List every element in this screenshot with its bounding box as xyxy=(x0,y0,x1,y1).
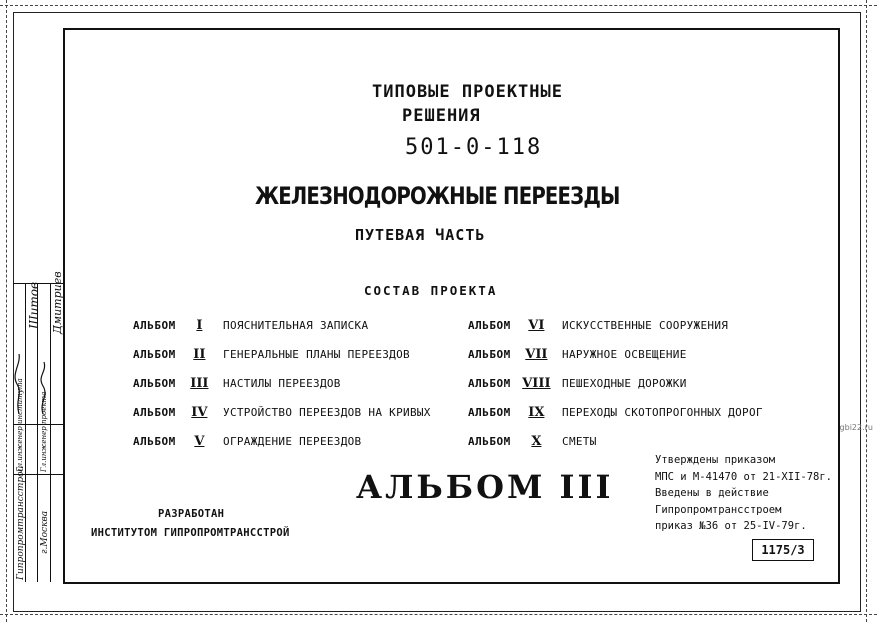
approval-line: Введены в действие xyxy=(655,487,769,499)
watermark: gbi22.ru xyxy=(839,423,873,432)
album-label: АЛЬБОМ xyxy=(133,406,176,419)
series-number: 501-0-118 xyxy=(405,135,543,160)
album-label: АЛЬБОМ xyxy=(468,319,511,332)
album-description: СМЕТЫ xyxy=(562,435,597,448)
album-list-right-item xyxy=(468,401,763,420)
album-label: АЛЬБОМ xyxy=(468,348,511,361)
album-label: АЛЬБОМ xyxy=(468,406,511,419)
contents-heading: СОСТАВ ПРОЕКТА xyxy=(364,283,498,298)
album-list-right-item xyxy=(468,430,597,449)
album-number: IV xyxy=(191,405,208,420)
album-list-right-item xyxy=(468,343,687,362)
scan-edge-bottom xyxy=(0,614,877,615)
approval-block xyxy=(655,452,832,535)
scan-edge-right xyxy=(866,0,867,622)
developer-line2: ИНСТИТУТОМ ГИПРОПРОМТРАНССТРОЙ xyxy=(91,527,290,539)
album-list-left-item xyxy=(133,430,361,449)
album-number: I xyxy=(196,318,203,333)
album-number: VII xyxy=(525,347,548,362)
album-description: ОГРАЖДЕНИЕ ПЕРЕЕЗДОВ xyxy=(223,435,362,448)
album-list-right-item xyxy=(468,314,728,333)
album-description: НАСТИЛЫ ПЕРЕЕЗДОВ xyxy=(223,377,341,390)
scan-edge-left xyxy=(6,0,7,622)
album-number: IX xyxy=(528,405,545,420)
album-label: АЛЬБОМ xyxy=(468,377,511,390)
album-description: ГЕНЕРАЛЬНЫЕ ПЛАНЫ ПЕРЕЕЗДОВ xyxy=(223,348,410,361)
album-description: НАРУЖНОЕ ОСВЕЩЕНИЕ xyxy=(562,348,687,361)
album-description: ИСКУССТВЕННЫЕ СООРУЖЕНИЯ xyxy=(562,319,729,332)
album-list-left-item xyxy=(133,401,431,420)
stamp-city: г.Москва xyxy=(40,510,50,554)
stamp-role1: Гл.инженер института xyxy=(16,378,24,472)
approval-line: МПС и М-41470 от 21-XII-78г. xyxy=(655,470,833,483)
album-description: ПЕШЕХОДНЫЕ ДОРОЖКИ xyxy=(562,377,687,390)
series-line2: РЕШЕНИЯ xyxy=(402,106,481,126)
document-title: ЖЕЛЕЗНОДОРОЖНЫЕ ПЕРЕЕЗДЫ xyxy=(255,182,620,210)
stamp-org: Гипропромтрансстрой xyxy=(16,465,26,580)
album-label: АЛЬБОМ xyxy=(133,319,176,332)
stamp-name2: Дмитриев xyxy=(51,271,64,334)
album-description: УСТРОЙСТВО ПЕРЕЕЗДОВ НА КРИВЫХ xyxy=(223,406,431,419)
album-label: АЛЬБОМ xyxy=(468,435,511,448)
album-description: ПОЯСНИТЕЛЬНАЯ ЗАПИСКА xyxy=(223,319,369,332)
approval-line: Утверждены приказом xyxy=(655,454,776,466)
album-number: II xyxy=(193,347,206,362)
album-number: X xyxy=(531,434,542,449)
approval-line: приказ №36 от 25-IV-79г. xyxy=(655,520,807,532)
album-list-left-item xyxy=(133,372,341,391)
album-description: ПЕРЕХОДЫ СКОТОПРОГОННЫХ ДОРОГ xyxy=(562,406,763,419)
album-list-left-item xyxy=(133,314,368,333)
album-label: АЛЬБОМ xyxy=(133,348,176,361)
stamp-name1: Шитов xyxy=(27,281,41,329)
document-subtitle: ПУТЕВАЯ ЧАСТЬ xyxy=(355,226,486,244)
album-list-left-item xyxy=(133,343,410,362)
album-label: АЛЬБОМ xyxy=(133,435,176,448)
album-heading: АЛЬБОМ III xyxy=(356,468,614,506)
document-code: 1175/3 xyxy=(752,539,814,561)
album-number: VIII xyxy=(522,376,551,391)
album-list-right-item xyxy=(468,372,687,391)
album-number: VI xyxy=(528,318,545,333)
album-label: АЛЬБОМ xyxy=(133,377,176,390)
developer-line1: РАЗРАБОТАН xyxy=(158,508,225,520)
title-stamp xyxy=(13,271,64,582)
approval-line: Гипропромтрансстроем xyxy=(655,503,782,516)
stamp-role2: Гл.инженер проекта xyxy=(40,391,48,472)
series-line1: ТИПОВЫЕ ПРОЕКТНЫЕ xyxy=(372,82,563,102)
album-number: III xyxy=(190,376,209,391)
album-number: V xyxy=(194,434,205,449)
signature-marks xyxy=(13,344,63,424)
scan-edge-top xyxy=(0,5,877,6)
